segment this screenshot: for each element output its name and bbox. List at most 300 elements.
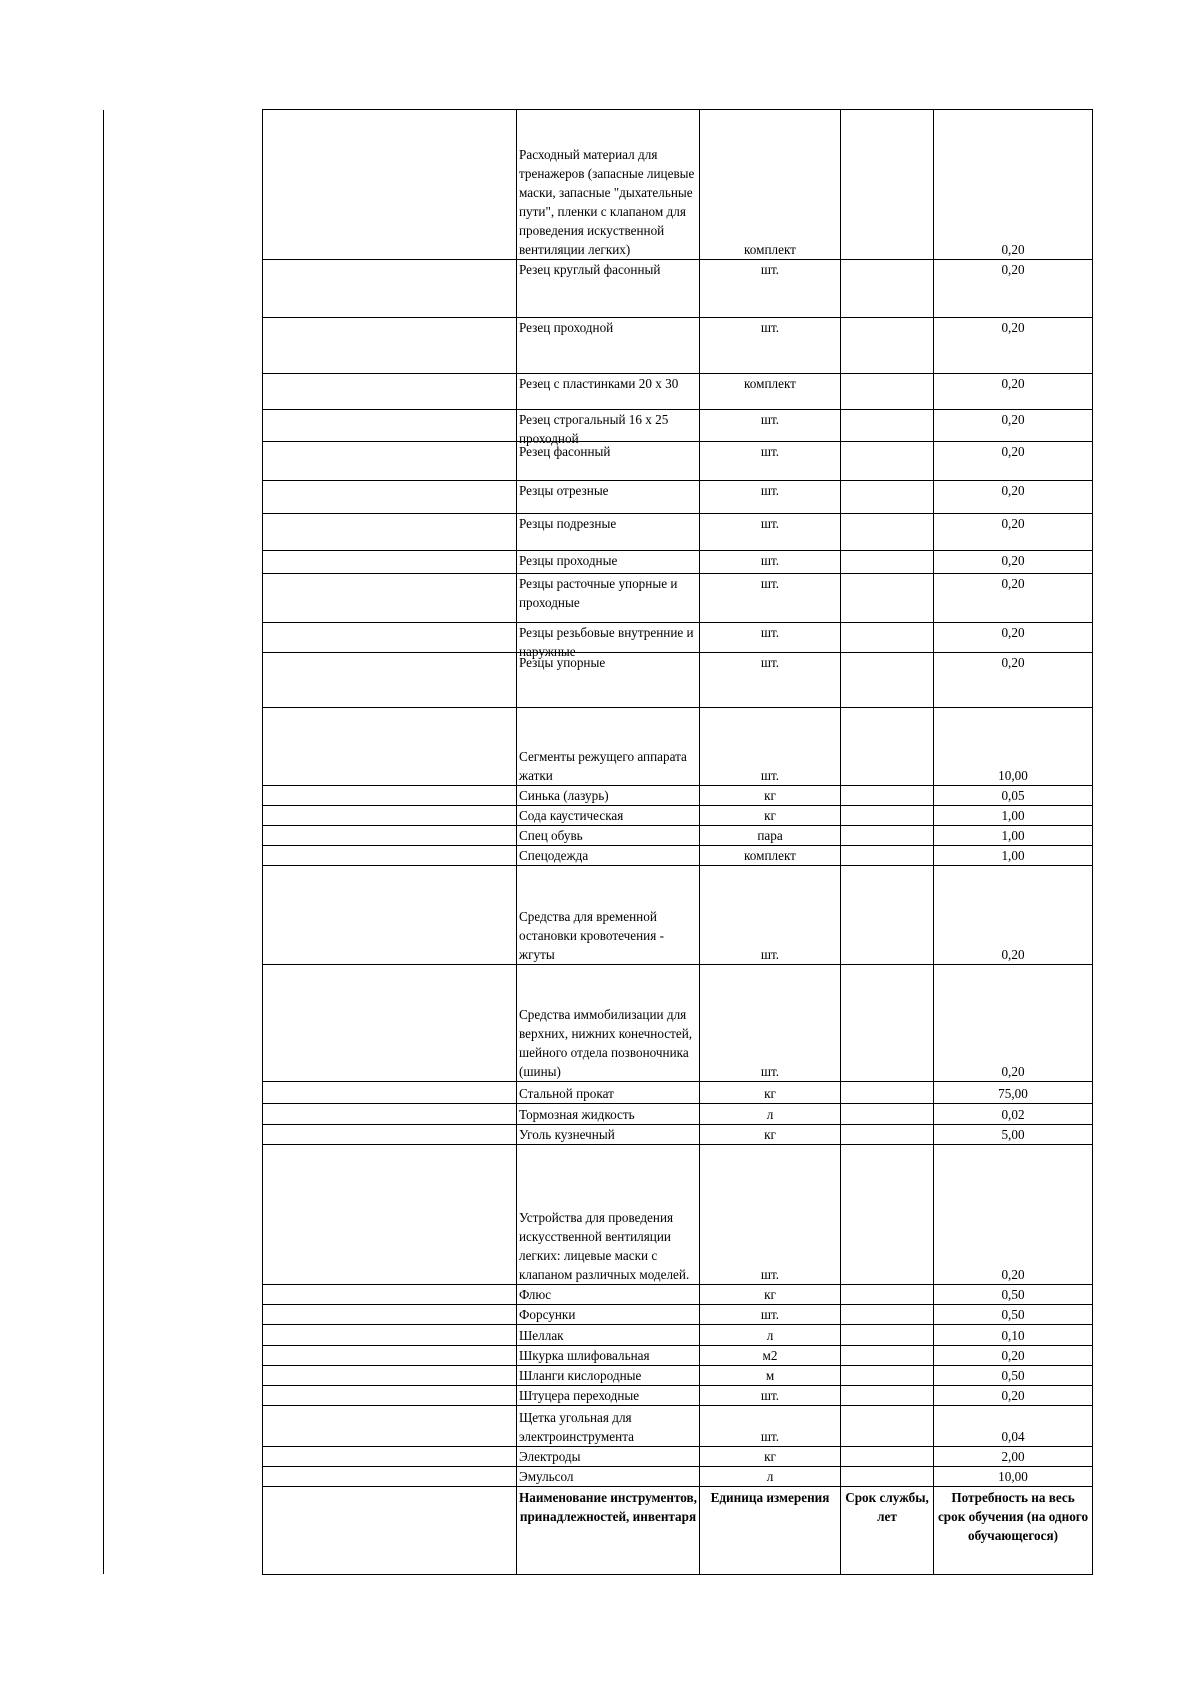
- item-unit-cell: [700, 318, 841, 374]
- item-name-text: Спец обувь: [519, 828, 583, 843]
- item-unit-cell: [700, 442, 841, 481]
- table-row: [263, 110, 1093, 260]
- item-life-cell: [841, 806, 934, 826]
- row-empty-cell: [263, 1305, 517, 1325]
- item-qty-cell: [934, 1366, 1093, 1386]
- item-name-text: Флюс: [519, 1287, 552, 1302]
- item-name-cell: [517, 1406, 700, 1447]
- item-life-cell: [841, 965, 934, 1082]
- item-qty-cell: [934, 574, 1093, 623]
- item-qty-text: 0,20: [1001, 947, 1025, 962]
- item-life-cell: [841, 1305, 934, 1325]
- header-name-label: Наименование инструментов, принадлежностей, инвентаря: [519, 1490, 697, 1524]
- item-name-cell: [517, 1447, 700, 1467]
- item-qty-text: 10,00: [998, 1469, 1028, 1484]
- item-name-cell: [517, 551, 700, 574]
- table-row: [263, 866, 1093, 965]
- item-qty-cell: [934, 1467, 1093, 1487]
- item-life-cell: [841, 1285, 934, 1305]
- item-unit-cell: [700, 653, 841, 708]
- item-life-cell: [841, 551, 934, 574]
- item-unit-cell: [700, 1125, 841, 1145]
- item-name-text: Электроды: [519, 1449, 581, 1464]
- item-unit-cell: [700, 1386, 841, 1406]
- item-life-cell: [841, 1104, 934, 1125]
- item-qty-text: 0,20: [1001, 412, 1025, 427]
- item-qty-text: 0,20: [1001, 242, 1025, 257]
- table-row: [263, 481, 1093, 514]
- item-unit-cell: [700, 410, 841, 442]
- item-life-cell: [841, 846, 934, 866]
- item-unit-text: шт.: [760, 412, 780, 427]
- item-name-cell: [517, 442, 700, 481]
- item-unit-cell: [700, 708, 841, 786]
- item-qty-cell: [934, 110, 1093, 260]
- table-row: [263, 623, 1093, 653]
- item-name-text: Резец круглый фасонный: [519, 262, 661, 277]
- item-qty-cell: [934, 374, 1093, 410]
- table-row: [263, 442, 1093, 481]
- item-name-cell: [517, 806, 700, 826]
- table-row: [263, 708, 1093, 786]
- header-unit-cell: [700, 1487, 841, 1575]
- table-row: [263, 1406, 1093, 1447]
- header-name-cell: [517, 1487, 700, 1575]
- table-row: [263, 1305, 1093, 1325]
- row-empty-cell: [263, 1346, 517, 1366]
- item-name-cell: [517, 1145, 700, 1285]
- item-name-cell: [517, 1125, 700, 1145]
- table-row: [263, 318, 1093, 374]
- item-unit-cell: [700, 965, 841, 1082]
- item-name-cell: [517, 965, 700, 1082]
- item-qty-text: 1,00: [1001, 828, 1025, 843]
- item-unit-text: шт.: [760, 655, 780, 670]
- item-qty-cell: [934, 551, 1093, 574]
- item-qty-text: 0,04: [1001, 1429, 1025, 1444]
- item-name-cell: [517, 1082, 700, 1104]
- item-qty-cell: [934, 786, 1093, 806]
- item-name-text: Форсунки: [519, 1307, 576, 1322]
- item-unit-cell: [700, 846, 841, 866]
- item-name-text: Сегменты режущего аппарата жатки: [519, 749, 687, 783]
- table-row: [263, 1325, 1093, 1346]
- table-row: [263, 1467, 1093, 1487]
- item-qty-text: 0,50: [1001, 1287, 1025, 1302]
- table-header-row: [263, 1487, 1093, 1575]
- item-qty-cell: [934, 442, 1093, 481]
- row-empty-cell: [263, 318, 517, 374]
- table-row: [263, 826, 1093, 846]
- item-unit-cell: [700, 1366, 841, 1386]
- item-life-cell: [841, 260, 934, 318]
- row-empty-cell: [263, 623, 517, 653]
- item-life-cell: [841, 1406, 934, 1447]
- item-name-text: Резцы отрезные: [519, 483, 609, 498]
- item-name-text: Устройства для проведения искусственной вентиляции легких: лицевые маски с клапаном различных моделей.: [519, 1210, 690, 1282]
- row-empty-cell: [263, 965, 517, 1082]
- item-name-text: Резец фасонный: [519, 444, 611, 459]
- item-qty-text: 0,20: [1001, 655, 1025, 670]
- row-empty-cell: [263, 110, 517, 260]
- item-qty-text: 1,00: [1001, 848, 1025, 863]
- materials-table: [262, 109, 1093, 1575]
- row-empty-cell: [263, 1125, 517, 1145]
- row-empty-cell: [263, 806, 517, 826]
- item-unit-text: кг: [764, 1287, 776, 1302]
- item-unit-text: шт.: [760, 262, 780, 277]
- item-unit-cell: [700, 1104, 841, 1125]
- item-qty-cell: [934, 1104, 1093, 1125]
- item-unit-text: кг: [764, 1449, 776, 1464]
- item-qty-text: 0,50: [1001, 1368, 1025, 1383]
- item-unit-cell: [700, 786, 841, 806]
- table-row: [263, 965, 1093, 1082]
- item-unit-text: кг: [764, 1086, 776, 1101]
- item-name-text: Резец проходной: [519, 320, 614, 335]
- item-name-text: Шланги кислородные: [519, 1368, 642, 1383]
- item-name-cell: [517, 866, 700, 965]
- item-name-text: Расходный материал для тренажеров (запасные лицевые маски, запасные "дыхательные пути", пленки с клапаном для проведения искуственной вентиляции легких): [519, 147, 695, 257]
- item-name-cell: [517, 1104, 700, 1125]
- item-qty-cell: [934, 318, 1093, 374]
- item-unit-text: л: [766, 1469, 774, 1484]
- item-life-cell: [841, 1145, 934, 1285]
- item-qty-cell: [934, 1346, 1093, 1366]
- item-qty-text: 0,20: [1001, 625, 1025, 640]
- item-life-cell: [841, 786, 934, 806]
- item-qty-text: 5,00: [1001, 1127, 1025, 1142]
- item-unit-cell: [700, 481, 841, 514]
- item-qty-cell: [934, 410, 1093, 442]
- item-life-cell: [841, 374, 934, 410]
- item-qty-text: 2,00: [1001, 1449, 1025, 1464]
- page-margin-line: [103, 110, 104, 1574]
- item-life-cell: [841, 1125, 934, 1145]
- row-empty-cell: [263, 481, 517, 514]
- header-empty-cell: [263, 1487, 517, 1575]
- table-row: [263, 514, 1093, 551]
- item-qty-text: 0,20: [1001, 553, 1025, 568]
- table-row: [263, 260, 1093, 318]
- item-name-cell: [517, 1305, 700, 1325]
- item-life-cell: [841, 1386, 934, 1406]
- header-qty-label: Потребность на весь срок обучения (на одного обучающегося): [937, 1490, 1089, 1543]
- item-life-cell: [841, 1366, 934, 1386]
- item-qty-text: 0,20: [1001, 1388, 1025, 1403]
- item-unit-text: шт.: [760, 1429, 780, 1444]
- item-name-text: Эмульсол: [519, 1469, 574, 1484]
- row-empty-cell: [263, 442, 517, 481]
- item-qty-text: 10,00: [998, 768, 1028, 783]
- item-name-text: Спецодежда: [519, 848, 589, 863]
- item-life-cell: [841, 1447, 934, 1467]
- row-empty-cell: [263, 1406, 517, 1447]
- item-qty-cell: [934, 1285, 1093, 1305]
- item-unit-cell: [700, 574, 841, 623]
- item-qty-cell: [934, 708, 1093, 786]
- item-qty-cell: [934, 1386, 1093, 1406]
- item-unit-text: шт.: [760, 553, 780, 568]
- item-life-cell: [841, 574, 934, 623]
- item-name-text: Стальной прокат: [519, 1086, 614, 1101]
- item-name-cell: [517, 1346, 700, 1366]
- item-life-cell: [841, 1467, 934, 1487]
- item-qty-text: 0,20: [1001, 1348, 1025, 1363]
- item-qty-cell: [934, 1325, 1093, 1346]
- item-unit-text: шт.: [760, 947, 780, 962]
- item-unit-cell: [700, 514, 841, 551]
- row-empty-cell: [263, 1366, 517, 1386]
- item-unit-cell: [700, 551, 841, 574]
- item-unit-text: кг: [764, 808, 776, 823]
- item-unit-cell: [700, 623, 841, 653]
- item-qty-cell: [934, 623, 1093, 653]
- item-name-cell: [517, 846, 700, 866]
- item-qty-text: 0,10: [1001, 1328, 1025, 1343]
- item-qty-cell: [934, 1082, 1093, 1104]
- item-qty-text: 0,20: [1001, 444, 1025, 459]
- item-qty-text: 0,20: [1001, 262, 1025, 277]
- table-row: [263, 410, 1093, 442]
- table-row: [263, 786, 1093, 806]
- table-row: [263, 1366, 1093, 1386]
- item-unit-text: шт.: [760, 1388, 780, 1403]
- item-unit-cell: [700, 110, 841, 260]
- item-qty-cell: [934, 1406, 1093, 1447]
- item-qty-cell: [934, 653, 1093, 708]
- item-name-text: Резцы упорные: [519, 655, 606, 670]
- table-row: [263, 1082, 1093, 1104]
- row-empty-cell: [263, 574, 517, 623]
- item-qty-cell: [934, 846, 1093, 866]
- item-name-text: Резцы подрезные: [519, 516, 617, 531]
- item-unit-text: шт.: [760, 320, 780, 335]
- item-qty-cell: [934, 514, 1093, 551]
- row-empty-cell: [263, 866, 517, 965]
- item-name-text: Средства иммобилизации для верхних, нижних конечностей, шейного отдела позвоночника (шины): [519, 1007, 693, 1079]
- item-life-cell: [841, 410, 934, 442]
- row-empty-cell: [263, 653, 517, 708]
- item-life-cell: [841, 866, 934, 965]
- item-qty-cell: [934, 1447, 1093, 1467]
- table-row: [263, 551, 1093, 574]
- row-empty-cell: [263, 826, 517, 846]
- row-empty-cell: [263, 260, 517, 318]
- row-empty-cell: [263, 551, 517, 574]
- item-unit-text: шт.: [760, 768, 780, 783]
- row-empty-cell: [263, 1447, 517, 1467]
- table-row: [263, 374, 1093, 410]
- table-row: [263, 806, 1093, 826]
- item-name-cell: [517, 481, 700, 514]
- item-life-cell: [841, 442, 934, 481]
- item-name-cell: [517, 1386, 700, 1406]
- item-name-cell: [517, 110, 700, 260]
- item-qty-cell: [934, 1125, 1093, 1145]
- item-name-text: Резец строгальный 16 х 25 проходной: [519, 412, 669, 446]
- row-empty-cell: [263, 786, 517, 806]
- item-unit-text: м: [765, 1368, 775, 1383]
- item-life-cell: [841, 653, 934, 708]
- item-unit-text: шт.: [760, 516, 780, 531]
- item-qty-text: 0,20: [1001, 1267, 1025, 1282]
- item-qty-cell: [934, 260, 1093, 318]
- item-name-cell: [517, 623, 700, 659]
- item-unit-cell: [700, 260, 841, 318]
- item-unit-text: шт.: [760, 1064, 780, 1079]
- item-unit-text: комплект: [744, 848, 796, 863]
- item-life-cell: [841, 514, 934, 551]
- item-name-cell: [517, 708, 700, 786]
- item-qty-text: 0,20: [1001, 376, 1025, 391]
- item-life-cell: [841, 110, 934, 260]
- item-qty-cell: [934, 1145, 1093, 1285]
- item-qty-text: 0,20: [1001, 320, 1025, 335]
- item-unit-cell: [700, 374, 841, 410]
- item-qty-cell: [934, 481, 1093, 514]
- item-unit-text: кг: [764, 1127, 776, 1142]
- item-qty-text: 75,00: [998, 1086, 1028, 1101]
- item-qty-cell: [934, 866, 1093, 965]
- item-name-text: Резцы резьбовые внутренние и наружные: [519, 625, 694, 659]
- item-qty-text: 0,20: [1001, 483, 1025, 498]
- item-unit-text: л: [766, 1328, 774, 1343]
- row-empty-cell: [263, 1325, 517, 1346]
- item-life-cell: [841, 826, 934, 846]
- item-unit-text: комплект: [744, 376, 796, 391]
- item-unit-cell: [700, 1406, 841, 1447]
- item-name-cell: [517, 653, 700, 708]
- item-qty-text: 0,02: [1001, 1107, 1025, 1122]
- item-unit-cell: [700, 1346, 841, 1366]
- table-row: [263, 574, 1093, 623]
- row-empty-cell: [263, 708, 517, 786]
- item-unit-cell: [700, 1305, 841, 1325]
- item-qty-text: 0,20: [1001, 516, 1025, 531]
- item-name-cell: [517, 1366, 700, 1386]
- item-unit-text: шт.: [760, 576, 780, 591]
- table-row: [263, 1145, 1093, 1285]
- header-qty-cell: [934, 1487, 1093, 1575]
- item-unit-text: л: [766, 1107, 774, 1122]
- item-name-text: Резцы проходные: [519, 553, 618, 568]
- item-unit-cell: [700, 806, 841, 826]
- item-unit-text: шт.: [760, 483, 780, 498]
- item-name-text: Синька (лазурь): [519, 788, 609, 803]
- item-unit-cell: [700, 1285, 841, 1305]
- table-row: [263, 1346, 1093, 1366]
- item-name-text: Штуцера переходные: [519, 1388, 640, 1403]
- item-unit-text: пара: [757, 828, 783, 843]
- item-unit-cell: [700, 1467, 841, 1487]
- item-qty-cell: [934, 965, 1093, 1082]
- item-unit-cell: [700, 866, 841, 965]
- item-name-cell: [517, 574, 700, 623]
- item-unit-text: шт.: [760, 1267, 780, 1282]
- item-life-cell: [841, 318, 934, 374]
- table-row: [263, 1386, 1093, 1406]
- item-qty-text: 0,50: [1001, 1307, 1025, 1322]
- item-name-cell: [517, 260, 700, 318]
- item-name-cell: [517, 1325, 700, 1346]
- item-qty-text: 0,05: [1001, 788, 1025, 803]
- item-name-text: Тормозная жидкость: [519, 1107, 635, 1122]
- item-life-cell: [841, 1346, 934, 1366]
- item-unit-cell: [700, 826, 841, 846]
- item-name-text: Средства для временной остановки кровотечения - жгуты: [519, 909, 664, 962]
- row-empty-cell: [263, 1386, 517, 1406]
- header-life-label: Срок службы, лет: [845, 1490, 929, 1524]
- row-empty-cell: [263, 374, 517, 410]
- item-qty-cell: [934, 806, 1093, 826]
- item-unit-text: м2: [762, 1348, 778, 1363]
- row-empty-cell: [263, 1285, 517, 1305]
- item-qty-text: 1,00: [1001, 808, 1025, 823]
- item-name-cell: [517, 1285, 700, 1305]
- item-name-text: Шкурка шлифовальная: [519, 1348, 650, 1363]
- table-row: [263, 1104, 1093, 1125]
- row-empty-cell: [263, 410, 517, 442]
- item-unit-cell: [700, 1082, 841, 1104]
- item-unit-cell: [700, 1447, 841, 1467]
- item-life-cell: [841, 1325, 934, 1346]
- header-life-cell: [841, 1487, 934, 1575]
- item-unit-text: шт.: [760, 444, 780, 459]
- item-life-cell: [841, 623, 934, 653]
- item-unit-text: шт.: [760, 1307, 780, 1322]
- table-row: [263, 1447, 1093, 1467]
- item-name-text: Резец с пластинками 20 х 30: [519, 376, 679, 391]
- table-row: [263, 1125, 1093, 1145]
- item-unit-text: комплект: [744, 242, 796, 257]
- row-empty-cell: [263, 846, 517, 866]
- item-life-cell: [841, 1082, 934, 1104]
- item-name-cell: [517, 514, 700, 551]
- item-name-cell: [517, 410, 700, 446]
- item-life-cell: [841, 708, 934, 786]
- row-empty-cell: [263, 1467, 517, 1487]
- item-name-text: Резцы расточные упорные и проходные: [519, 576, 678, 610]
- row-empty-cell: [263, 514, 517, 551]
- item-name-text: Шеллак: [519, 1328, 564, 1343]
- item-qty-text: 0,20: [1001, 576, 1025, 591]
- row-empty-cell: [263, 1082, 517, 1104]
- item-qty-cell: [934, 1305, 1093, 1325]
- item-name-cell: [517, 1467, 700, 1487]
- item-name-cell: [517, 826, 700, 846]
- item-name-cell: [517, 786, 700, 806]
- table-row: [263, 846, 1093, 866]
- table-row: [263, 653, 1093, 708]
- item-unit-cell: [700, 1325, 841, 1346]
- item-name-cell: [517, 374, 700, 410]
- item-name-cell: [517, 318, 700, 374]
- header-unit-label: Единица измерения: [710, 1490, 830, 1505]
- row-empty-cell: [263, 1104, 517, 1125]
- item-unit-text: кг: [764, 788, 776, 803]
- item-qty-cell: [934, 826, 1093, 846]
- item-name-text: Щетка угольная для электроинструмента: [519, 1410, 634, 1444]
- item-name-text: Уголь кузнечный: [519, 1127, 615, 1142]
- item-name-text: Сода каустическая: [519, 808, 624, 823]
- item-unit-cell: [700, 1145, 841, 1285]
- table-row: [263, 1285, 1093, 1305]
- item-life-cell: [841, 481, 934, 514]
- row-empty-cell: [263, 1145, 517, 1285]
- item-qty-text: 0,20: [1001, 1064, 1025, 1079]
- item-unit-text: шт.: [760, 625, 780, 640]
